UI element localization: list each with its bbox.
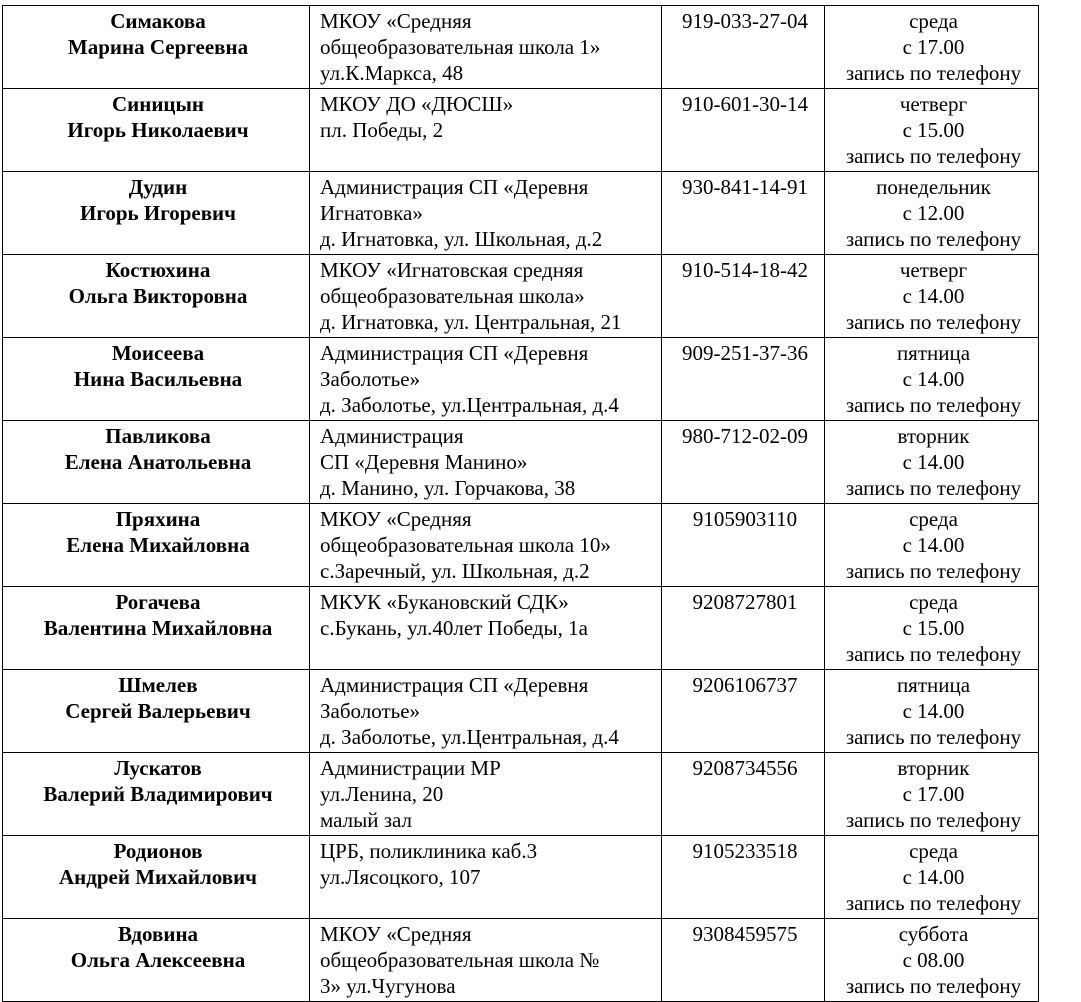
phone-cell: 919-033-27-04 xyxy=(662,6,825,89)
appointment-note: запись по телефону xyxy=(845,891,1022,915)
reception-hour: с 14.00 xyxy=(902,865,965,889)
place-cell: Администрации МР ул.Ленина, 20 малый зал xyxy=(310,753,662,836)
reception-time-cell xyxy=(825,670,1039,753)
reception-time-cell xyxy=(825,753,1039,836)
name-cell xyxy=(3,255,310,338)
given-names: Игорь Николаевич xyxy=(67,118,249,142)
phone-cell: 9308459575 xyxy=(662,919,825,1002)
phone-cell: 910-601-30-14 xyxy=(662,89,825,172)
phone-cell: 9105903110 xyxy=(662,504,825,587)
reception-time-cell xyxy=(825,255,1039,338)
reception-time-cell xyxy=(825,587,1039,670)
surname: Павликова xyxy=(105,424,211,448)
reception-day: четверг xyxy=(899,92,968,116)
appointment-note: запись по телефону xyxy=(845,227,1022,251)
surname: Вдовина xyxy=(117,922,199,946)
reception-hour: с 17.00 xyxy=(902,782,965,806)
surname: Костюхина xyxy=(105,258,211,282)
reception-hour: с 14.00 xyxy=(902,284,965,308)
table-row xyxy=(3,753,1039,836)
reception-time-cell xyxy=(825,836,1039,919)
table-row xyxy=(3,670,1039,753)
place-cell: МКОУ ДО «ДЮСШ» пл. Победы, 2 xyxy=(310,89,662,172)
surname: Синицын xyxy=(111,92,205,116)
reception-hour: с 15.00 xyxy=(902,616,965,640)
reception-hour: с 14.00 xyxy=(902,450,965,474)
surname: Шмелев xyxy=(118,673,198,697)
reception-day: среда xyxy=(909,839,958,863)
phone-cell: 910-514-18-42 xyxy=(662,255,825,338)
reception-day: суббота xyxy=(898,922,969,946)
surname: Дудин xyxy=(128,175,188,199)
reception-hour: с 14.00 xyxy=(902,533,965,557)
given-names: Марина Сергеевна xyxy=(67,35,249,59)
name-cell xyxy=(3,753,310,836)
reception-hour: с 08.00 xyxy=(902,948,965,972)
reception-time-cell xyxy=(825,504,1039,587)
name-cell xyxy=(3,836,310,919)
surname: Лускатов xyxy=(114,756,202,780)
phone-cell: 909-251-37-36 xyxy=(662,338,825,421)
reception-time-cell xyxy=(825,421,1039,504)
reception-hour: с 14.00 xyxy=(902,367,965,391)
name-cell xyxy=(3,421,310,504)
appointment-note: запись по телефону xyxy=(845,725,1022,749)
table-row xyxy=(3,89,1039,172)
appointment-note: запись по телефону xyxy=(845,974,1022,998)
reception-day: пятница xyxy=(896,673,971,697)
name-cell xyxy=(3,587,310,670)
reception-day: среда xyxy=(909,9,958,33)
place-cell: МКОУ «Средняя общеобразовательная школа № 3» ул.Чугунова xyxy=(310,919,662,1002)
place-cell: МКУК «Букановский СДК» с.Букань, ул.40лет Победы, 1а xyxy=(310,587,662,670)
reception-schedule-table xyxy=(2,5,1039,1002)
reception-time-cell xyxy=(825,919,1039,1002)
given-names: Ольга Викторовна xyxy=(68,284,248,308)
name-cell xyxy=(3,919,310,1002)
given-names: Андрей Михайлович xyxy=(58,865,258,889)
table-row xyxy=(3,421,1039,504)
appointment-note: запись по телефону xyxy=(845,144,1022,168)
name-cell xyxy=(3,504,310,587)
phone-cell: 9206106737 xyxy=(662,670,825,753)
appointment-note: запись по телефону xyxy=(845,393,1022,417)
given-names: Елена Анатольевна xyxy=(64,450,252,474)
given-names: Ольга Алексеевна xyxy=(70,948,246,972)
given-names: Валерий Владимирович xyxy=(43,782,273,806)
reception-day: вторник xyxy=(897,424,970,448)
place-cell: ЦРБ, поликлиника каб.3 ул.Лясоцкого, 107 xyxy=(310,836,662,919)
reception-time-cell xyxy=(825,89,1039,172)
table-body xyxy=(3,6,1039,1002)
appointment-note: запись по телефону xyxy=(845,559,1022,583)
name-cell xyxy=(3,338,310,421)
reception-hour: с 17.00 xyxy=(902,35,965,59)
table-row xyxy=(3,338,1039,421)
name-cell xyxy=(3,89,310,172)
place-cell: МКОУ «Средняя общеобразовательная школа 10» с.Заречный, ул. Школьная, д.2 xyxy=(310,504,662,587)
place-cell: Администрация СП «Деревня Заболотье» д. Заболотье, ул.Центральная, д.4 xyxy=(310,338,662,421)
place-cell: Администрация СП «Деревня Манино» д. Манино, ул. Горчакова, 38 xyxy=(310,421,662,504)
given-names: Сергей Валерьевич xyxy=(65,699,251,723)
table-row xyxy=(3,836,1039,919)
given-names: Валентина Михайловна xyxy=(43,616,273,640)
reception-time-cell xyxy=(825,172,1039,255)
place-cell: Администрация СП «Деревня Заболотье» д. Заболотье, ул.Центральная, д.4 xyxy=(310,670,662,753)
reception-day: среда xyxy=(909,507,958,531)
reception-day: пятница xyxy=(896,341,971,365)
appointment-note: запись по телефону xyxy=(845,310,1022,334)
table-row xyxy=(3,6,1039,89)
table-row xyxy=(3,919,1039,1002)
reception-day: четверг xyxy=(899,258,968,282)
reception-hour: с 12.00 xyxy=(902,201,965,225)
given-names: Игорь Игоревич xyxy=(79,201,236,225)
given-names: Нина Васильевна xyxy=(73,367,243,391)
surname: Симакова xyxy=(110,9,206,33)
reception-time-cell xyxy=(825,338,1039,421)
table-row xyxy=(3,255,1039,338)
surname: Родионов xyxy=(113,839,203,863)
phone-cell: 980-712-02-09 xyxy=(662,421,825,504)
table-row xyxy=(3,172,1039,255)
place-cell: Администрация СП «Деревня Игнатовка» д. Игнатовка, ул. Школьная, д.2 xyxy=(310,172,662,255)
place-cell: МКОУ «Средняя общеобразовательная школа 1» ул.К.Маркса, 48 xyxy=(310,6,662,89)
reception-day: вторник xyxy=(897,756,970,780)
appointment-note: запись по телефону xyxy=(845,61,1022,85)
place-cell: МКОУ «Игнатовская средняя общеобразовательная школа» д. Игнатовка, ул. Центральная, 21 xyxy=(310,255,662,338)
reception-day: понедельник xyxy=(876,175,991,199)
phone-cell: 930-841-14-91 xyxy=(662,172,825,255)
appointment-note: запись по телефону xyxy=(845,642,1022,666)
name-cell xyxy=(3,6,310,89)
name-cell xyxy=(3,670,310,753)
given-names: Елена Михайловна xyxy=(66,533,250,557)
appointment-note: запись по телефону xyxy=(845,808,1022,832)
reception-day: среда xyxy=(909,590,958,614)
reception-time-cell xyxy=(825,6,1039,89)
reception-hour: с 14.00 xyxy=(902,699,965,723)
phone-cell: 9208734556 xyxy=(662,753,825,836)
surname: Моисеева xyxy=(111,341,205,365)
table-row xyxy=(3,504,1039,587)
table-row xyxy=(3,587,1039,670)
name-cell xyxy=(3,172,310,255)
phone-cell: 9208727801 xyxy=(662,587,825,670)
phone-cell: 9105233518 xyxy=(662,836,825,919)
surname: Пряхина xyxy=(115,507,201,531)
appointment-note: запись по телефону xyxy=(845,476,1022,500)
surname: Рогачева xyxy=(115,590,201,614)
reception-hour: с 15.00 xyxy=(902,118,965,142)
